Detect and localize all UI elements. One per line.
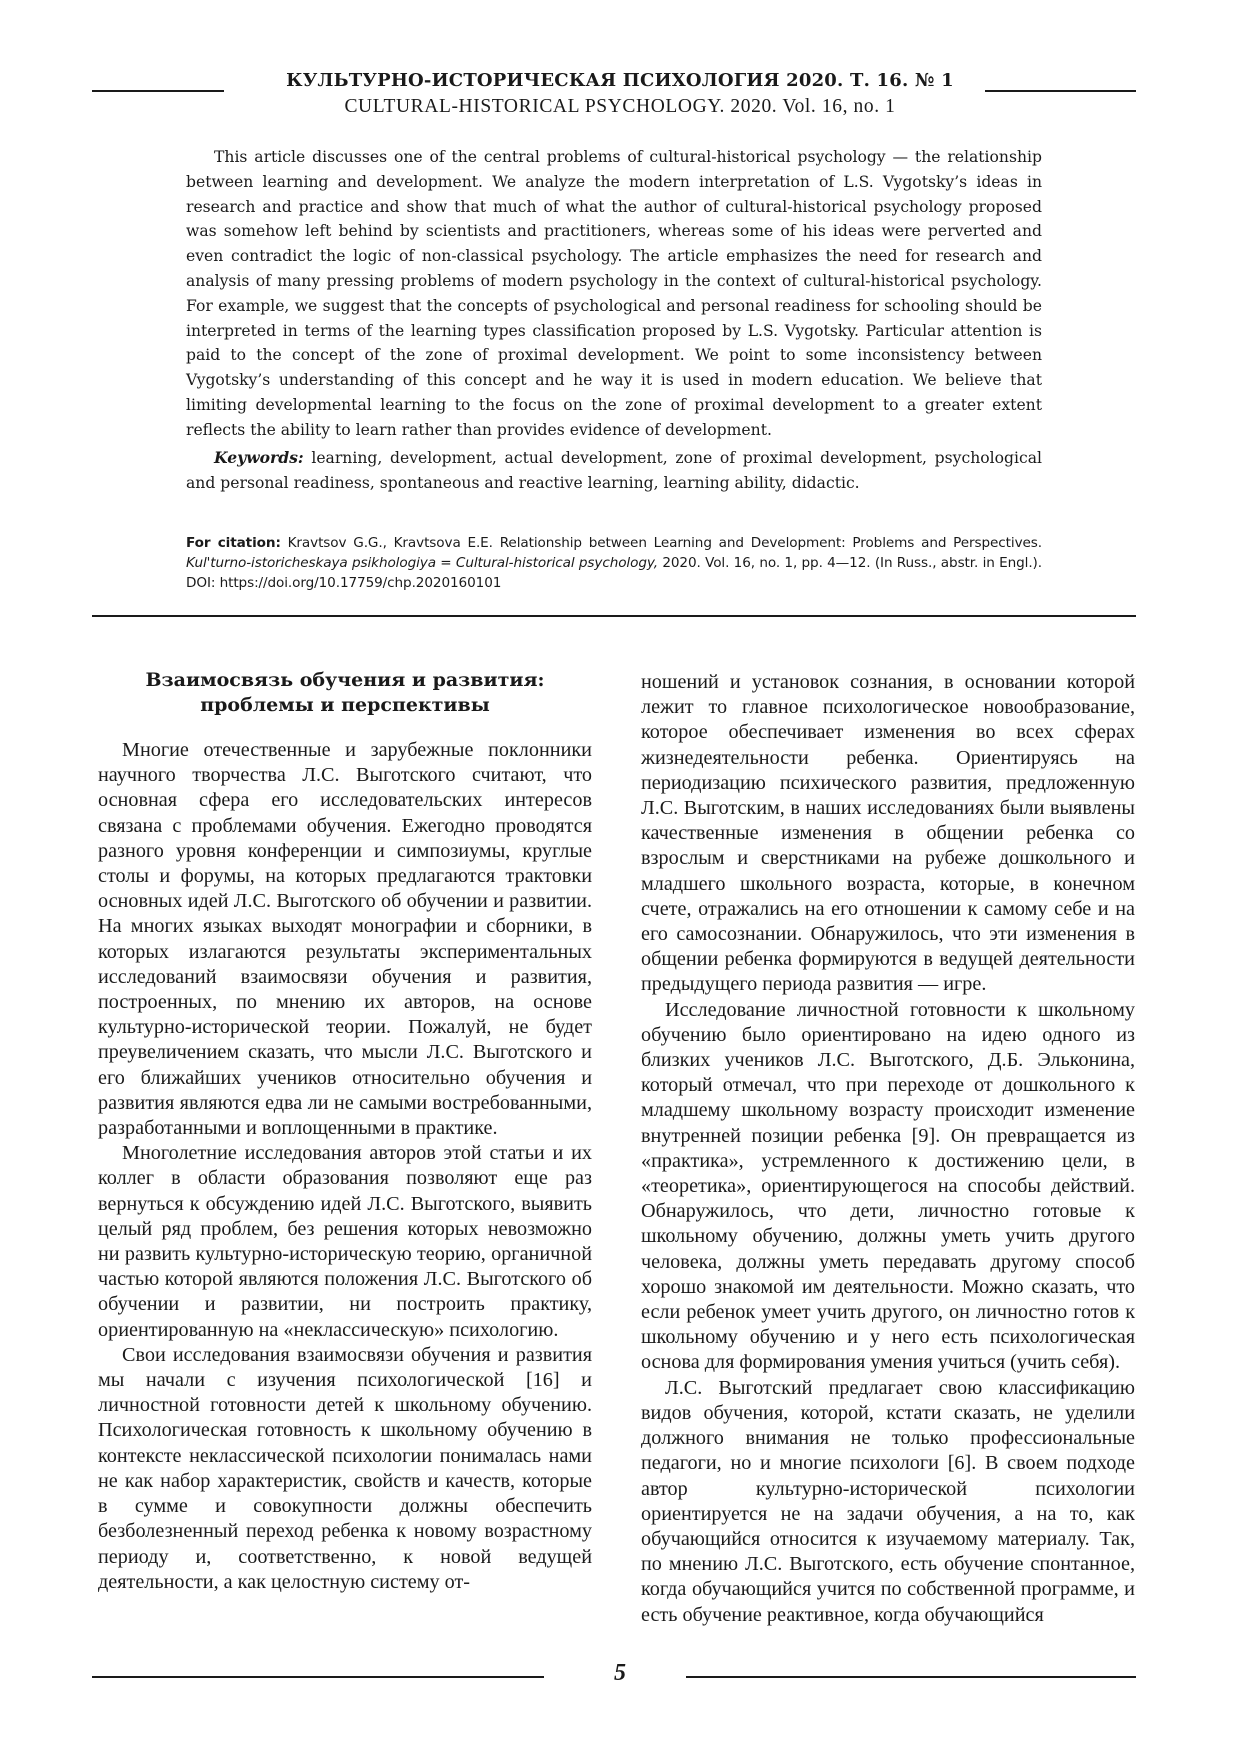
body-paragraph: Л.С. Выготский предлагает свою классификацию видов обучения, которой, кстати сказать, не уделили должного внимания не только профессиональные педагоги, но и многие психологи [6]. В своем подходе автор культурно-исторической психологии ориентируется не на задачи обучения, а на то, как обучающийся относится к изучаемому материалу. Так, по мнению Л.С. Выготского, есть обучение спонтанное, когда обучающийся учится по собственной программе, и есть обучение реактивное, когда обучающийся xyxy=(641,1376,1135,1626)
citation-text-1: Kravtsov G.G., Kravtsova E.E. Relationship between Learning and Development: Problems and Perspectives. xyxy=(280,535,1042,551)
abstract: This article discusses one of the central problems of cultural-historical psychology — the relationship between learning and development. We analyze the modern interpretation of L.S. Vygotsky’s ideas in research and practice and show that much of what the author of cultural-historical psychology proposed was somehow left behind by scientists and practitioners, whereas some of his ideas were perverted and even contradict the logic of non-classical psychology. The article emphasizes the need for research and analysis of many pressing problems of modern psychology in the context of cultural-historical psychology. For example, we suggest that the concepts of psychological and personal readiness for schooling should be interpreted in terms of the learning types classification proposed by L.S. Vygotsky. Particular attention is paid to the concept of the zone of proximal development. We point to some inconsistency between Vygotsky’s understanding of this concept and he way it is used in modern education. We believe that limiting developmental learning to the focus on the zone of proximal development to a greater extent reflects the ability to learn rather than provides evidence of development. xyxy=(186,148,1042,439)
journal-title-en: CULTURAL-HISTORICAL PSYCHOLOGY. 2020. Vol. 16, no. 1 xyxy=(344,96,896,117)
body-paragraph: Многолетние исследования авторов этой статьи и их коллег в области образования позволяют еще раз вернуться к обсуждению идей Л.С. Выготского, выявить целый ряд проблем, без решения которых невозможно ни развить культурно-историческую теорию, органичной частью которой являются положения Л.С. Выготского об обучении и развитии, ни построить практику, ориентированную на «неклассическую» психологию. xyxy=(98,1142,592,1341)
citation-label: For citation: xyxy=(186,535,281,551)
keywords-label: Keywords: xyxy=(214,448,304,467)
citation-text-2: 2020. Vol. 16, no. 1, pp. 4—12. (In Russ., abstr. in Engl.). DOI: https://doi.org/10.17759/chp.2020160101 xyxy=(186,554,1042,591)
column-right xyxy=(641,670,1135,1628)
page-number: 5 xyxy=(614,1660,626,1686)
body-paragraph: ношений и установок сознания, в основании которой лежит то главное психологическое новообразование, которое обеспечивает изменения во всех сферах жизнедеятельности ребенка. Ориентируясь на периодизацию психического развития, предложенную Л.С. Выготским, в наших исследованиях были выявлены качественные изменения в общении ребенка со взрослым и сверстниками на рубеже дошкольного и младшего школьного возраста, которые, в конечном счете, отражались на его отношении к самому себе и на его самосознании. Обнаружилось, что эти изменения в общении ребенка формируются в ведущей деятельности предыдущего периода развития — игре. xyxy=(641,671,1135,996)
article-title-line-2: проблемы и перспективы xyxy=(200,694,490,716)
keywords-text: learning, development, actual development, zone of proximal development, psychological and personal readiness, spontaneous and reactive learning, learning ability, didactic. xyxy=(186,449,1042,492)
keywords xyxy=(186,446,1042,496)
article-title xyxy=(98,668,592,718)
journal-title-ru: КУЛЬТУРНО-ИСТОРИЧЕСКАЯ ПСИХОЛОГИЯ 2020. Т. 16. № 1 xyxy=(286,70,954,91)
section-divider xyxy=(92,615,1136,617)
citation-journal: Kul'turno-istoricheskaya psikhologiya = Cultural-historical psychology, xyxy=(186,554,658,571)
footer-rule-left xyxy=(92,1676,544,1678)
column-left xyxy=(98,668,592,1595)
citation xyxy=(186,534,1042,593)
body-paragraph: Многие отечественные и зарубежные поклонники научного творчества Л.С. Выготского считают, что основная сфера его исследовательских интересов связана с проблемами обучения. Ежегодно проводятся разного уровня конференции и симпозиумы, круглые столы и форумы, на которых предлагаются трактовки основных идей Л.С. Выготского об обучении и развитии. На многих языках выходят монографии и сборники, в которых излагаются результаты экспериментальных исследований взаимосвязи обучения и развития, построенных, по мнению их авторов, на основе культурно-исторической теории. Пожалуй, не будет преувеличением сказать, что мысли Л.С. Выготского и его ближайших учеников относительно обучения и развития являются едва ли не самыми востребованными, разработанными и воплощенными в практике. xyxy=(98,739,592,1140)
body-paragraph: Свои исследования взаимосвязи обучения и развития мы начали с изучения психологической [16] и личностной готовности детей к школьному обучению. Психологическая готовность к школьному обучению в контексте неклассической психологии понималась нами не как набор характеристик, свойств и качеств, которые в сумме и совокупности должны обеспечить безболезненный переход ребенка к новому возрастному периоду и, соответственно, к новой ведущей деятельности, а как целостную систему от- xyxy=(98,1343,592,1593)
footer-rule-right xyxy=(686,1676,1136,1678)
article-title-line-1: Взаимосвязь обучения и развития: xyxy=(145,669,545,691)
body-paragraph: Исследование личностной готовности к школьному обучению было ориентировано на идею одного из близких учеников Л.С. Выготского, Д.Б. Эльконина, который отмечал, что при переходе от дошкольного к младшему школьному возрасту происходит изменение внутренней позиции ребенка [9]. Он превращается из «практика», устремленного к достижению цели, в «теоретика», ориентирующегося на способы действий. Обнаружилось, что дети, личностно готовые к школьному обучению, должны уметь учить другого человека, должны уметь передавать другому способ хорошо знакомой им деятельности. Можно сказать, что если ребенок умеет учить другого, он личностно готов к школьному обучению и у него есть психологическая основа для формирования умения учиться (учить себя). xyxy=(641,998,1135,1374)
